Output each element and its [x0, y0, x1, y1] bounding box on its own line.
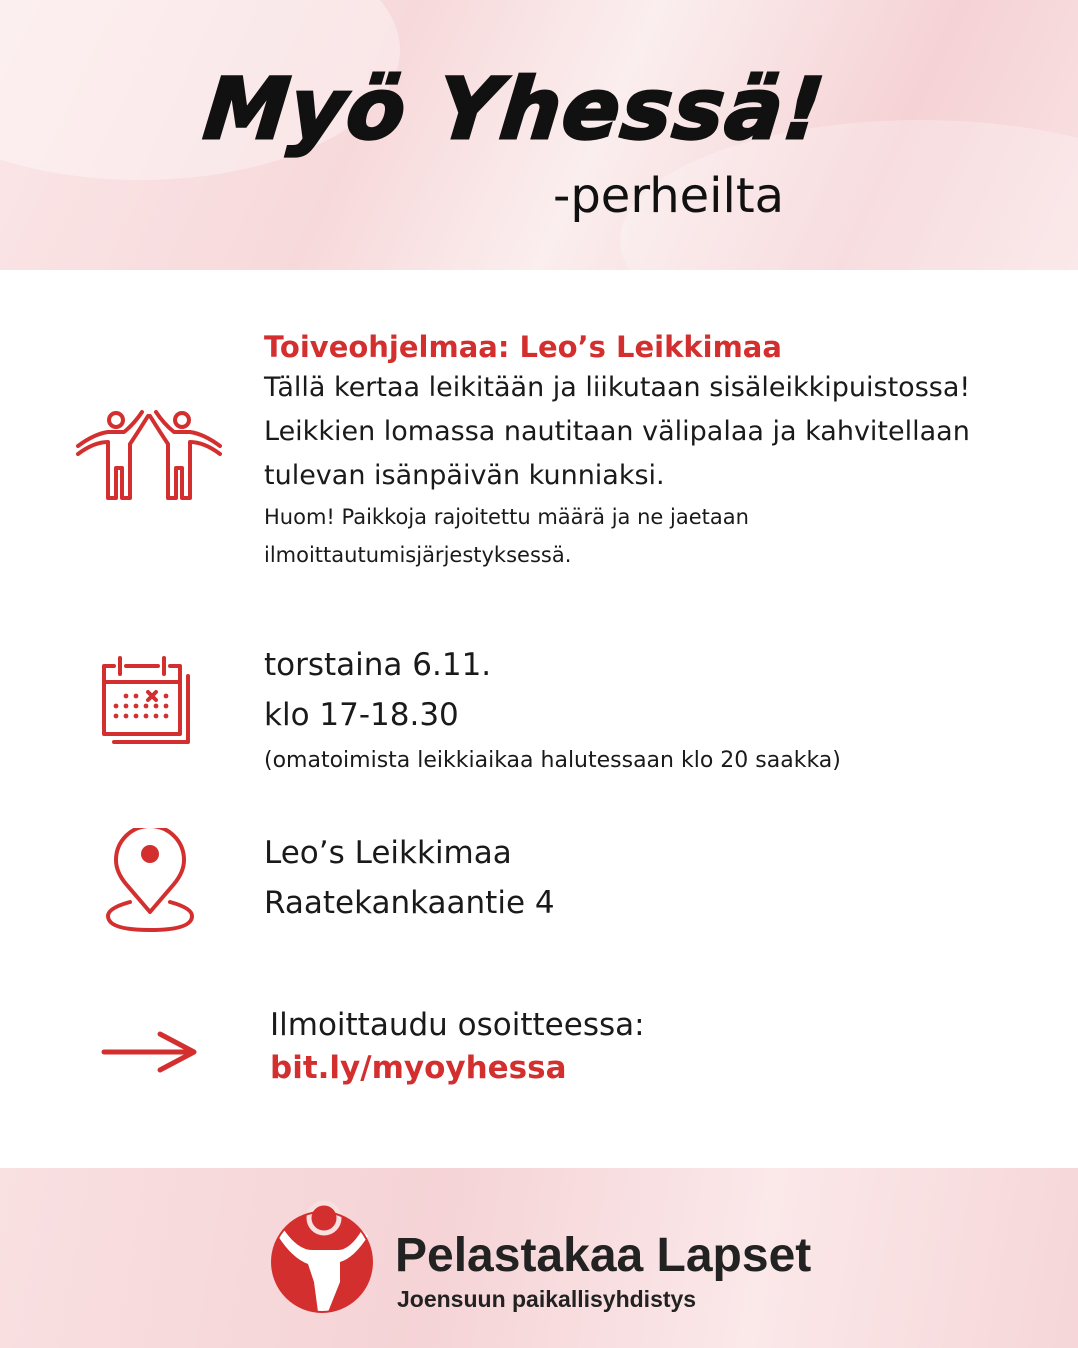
- event-extra-info: (omatoimista leikkiaikaa halutessaan klo 20 saakka): [264, 748, 841, 773]
- program-description-line: Tällä kertaa leikitään ja liikutaan sisäleikkipuistossa!: [264, 372, 971, 403]
- pelastakaa-lapset-logo: [268, 1200, 376, 1316]
- org-name: Pelastakaa Lapset: [395, 1229, 812, 1282]
- people-high-five-icon: [74, 406, 224, 506]
- page-subtitle: -perheilta: [553, 168, 785, 224]
- arrow-right-icon: [100, 1030, 200, 1074]
- program-note-line: ilmoittautumisjärjestyksessä.: [264, 543, 572, 567]
- calendar-icon: [100, 654, 200, 746]
- event-date: torstaina 6.11.: [264, 647, 492, 683]
- footer-banner: [0, 1168, 1078, 1348]
- page-title: Myö Yhessä!: [199, 60, 831, 158]
- program-description-line: Leikkien lomassa nautitaan välipalaa ja kahvitellaan: [264, 416, 970, 447]
- program-note-line: Huom! Paikkoja rajoitettu määrä ja ne jaetaan: [264, 505, 749, 529]
- program-title: Toiveohjelmaa: Leo’s Leikkimaa: [264, 330, 782, 364]
- event-time: klo 17-18.30: [264, 697, 459, 733]
- org-subtitle: Joensuun paikallisyhdistys: [397, 1286, 697, 1312]
- signup-link[interactable]: bit.ly/myoyhessa: [270, 1050, 567, 1086]
- location-name: Leo’s Leikkimaa: [264, 835, 512, 871]
- program-description-line: tulevan isänpäivän kunniaksi.: [264, 460, 665, 491]
- signup-label: Ilmoittaudu osoitteessa:: [270, 1007, 645, 1043]
- location-address: Raatekankaantie 4: [264, 885, 555, 921]
- header-banner: [0, 0, 1078, 270]
- map-pin-icon: [104, 828, 196, 934]
